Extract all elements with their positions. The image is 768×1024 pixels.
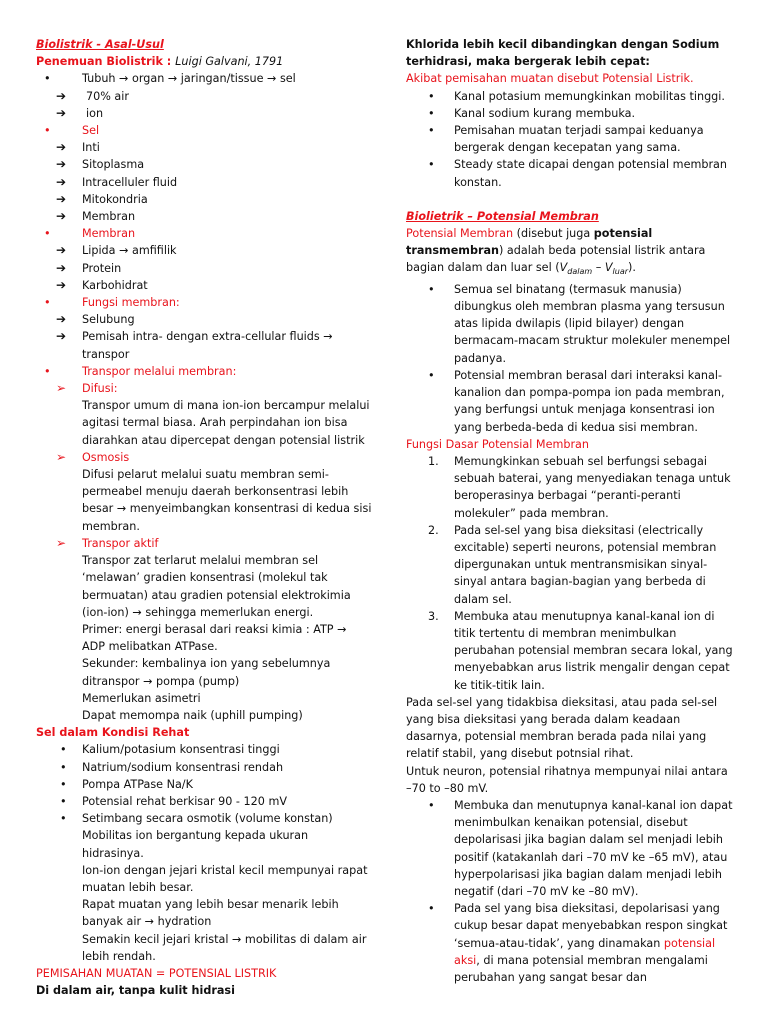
list-item: ➔ Mitokondria — [36, 191, 372, 208]
section-heading: • Fungsi membran: — [36, 294, 372, 311]
left-column — [36, 36, 372, 999]
arrow-icon: ➔ — [56, 191, 67, 206]
arrowhead-icon: ➢ — [56, 535, 67, 550]
list-item: ➔ Sitoplasma — [36, 156, 372, 173]
numbered-item: 3. Membuka atau menutupnya kanal-kanal ion di titik tertentu di membran menimbulkan perubahan potensial membran secara lokal, yang menyebabkan arus listrik mengalir dengan cepat ke titik-titik lain. — [428, 609, 733, 692]
arrowhead-icon: ➢ — [56, 449, 67, 464]
bullet-icon: • — [60, 794, 67, 808]
discovery-person: Luigi Galvani, 1791 — [175, 55, 284, 69]
intro-paragraph: Khlorida lebih kecil dibandingkan dengan Sodium terhidrasi, maka bergerak lebih cepat: — [406, 38, 720, 69]
bullet-icon: • — [428, 282, 435, 296]
paragraph: Di dalam air, tanpa kulit hidrasi — [36, 984, 235, 998]
bullet-icon: • — [60, 777, 67, 791]
numbered-item: 2. Pada sel-sel yang bisa dieksitasi (electrically excitable) seperti neurons, potensial membran dipergunakan untuk mentransmisikan sinyal-sinyal antara bagian-bagian yang berbeda di dalam sel. — [428, 523, 717, 606]
section-heading: PEMISAHAN MUATAN = POTENSIAL LISTRIK — [36, 966, 277, 980]
list-item: ➔ Lipida → amfifilik — [36, 242, 372, 259]
list-item: ➔ Intracelluler fluid — [36, 174, 372, 191]
list-item: ➔ ion — [36, 105, 372, 122]
bullet-icon: • — [428, 798, 435, 812]
arrow-icon: ➔ — [56, 105, 67, 120]
list-item: • Setimbang secara osmotik (volume konstan) — [36, 810, 372, 827]
list-item: ➔ Membran — [36, 208, 372, 225]
bullet-icon: • — [428, 158, 435, 172]
paragraph: Rapat muatan yang lebih besar menarik lebih banyak air → hydration — [82, 898, 339, 929]
discovery-line — [36, 53, 372, 70]
bullet-icon: • — [44, 124, 51, 138]
bullet-icon: • — [44, 72, 51, 86]
paragraph: Transpor umum di mana ion-ion bercampur melalui agitasi termal biasa. Arah perpindahan ion bisa diarahkan atau dipercepat dengan potensial listrik — [82, 399, 370, 447]
list-item: ➔ Selubung — [36, 311, 372, 328]
list-item: ➔ Karbohidrat — [36, 277, 372, 294]
list-item: ➔ Pemisah intra- dengan extra-cellular fluids → transpor — [56, 329, 333, 361]
discovery-label: Penemuan Biolistrik — [36, 55, 163, 69]
subsection-heading: ➢ Difusi: — [36, 380, 372, 397]
paragraph: Dapat memompa naik (uphill pumping) — [82, 708, 303, 722]
list-item: • Potensial rehat berkisar 90 - 120 mV — [36, 793, 372, 810]
paragraph: Semakin kecil jejari kristal → mobilitas di dalam air lebih rendah. — [82, 932, 367, 963]
section-heading: • Transpor melalui membran: — [36, 363, 372, 380]
list-item: • Kanal sodium kurang membuka. — [406, 105, 736, 122]
doc-title: Biolistrik - Asal-Usul — [36, 38, 164, 51]
bullet-icon: • — [44, 296, 51, 310]
bullet-icon: • — [60, 743, 67, 757]
section-heading: Fungsi Dasar Potensial Membran — [406, 437, 589, 451]
subsection-heading: ➢ Transpor aktif — [36, 535, 372, 552]
list-item: ➔ 70% air — [36, 88, 372, 105]
bullet-icon: • — [44, 227, 51, 241]
arrow-icon: ➔ — [56, 329, 67, 344]
arrow-icon: ➔ — [56, 140, 67, 155]
list-item: • Pada sel yang bisa dieksitasi, depolarisasi yang cukup besar dapat menyebabkan respon singkat ‘semua-atau-tidak’, yang dinamakan potensial aksi, di mana potensial membran mengalami perubahan yang sangat besar dan — [428, 902, 728, 984]
akibat-heading: Akibat pemisahan muatan disebut Potensial Listrik. — [406, 72, 694, 86]
paragraph: Untuk neuron, potensial rihatnya mempunyai nilai antara –70 to –80 mV. — [406, 764, 728, 795]
arrow-icon: ➔ — [56, 243, 67, 258]
paragraph: Pada sel-sel yang tidakbisa dieksitasi, atau pada sel-sel yang bisa dieksitasi yang berada dalam keadaan dasarnya, potensial membran berada pada nilai yang relatif stabil, yang disebut potnsial rihat. — [406, 695, 718, 761]
bullet-icon: • — [428, 124, 435, 138]
list-item: • Potensial membran berasal dari interaksi kanal-kanalion dan pompa-pompa ion pada membran, yang berfungsi untuk menjaga konsentrasi ion yang berbeda-beda di kedua sisi membran. — [428, 368, 725, 434]
paragraph: Ion-ion dengan jejari kristal kecil mempunyai rapat muatan lebih besar. — [82, 863, 368, 894]
paragraph: Transpor zat terlarut melalui membran sel ‘melawan’ gradien konsentrasi (molekul tak bermuatan) atau gradien potensial elektrokimia (ion-ion) → sehingga memerlukan energi. — [82, 554, 351, 619]
section-heading: • Membran — [36, 225, 372, 242]
arrow-icon: ➔ — [56, 277, 67, 292]
bullet-icon: • — [428, 106, 435, 120]
bullet-icon: • — [60, 812, 67, 826]
section-heading: • Sel — [36, 122, 372, 139]
arrow-icon: ➔ — [56, 209, 67, 224]
arrow-icon: ➔ — [56, 260, 67, 275]
bullet-icon: • — [44, 364, 51, 378]
right-column — [406, 36, 736, 986]
list-item: • Membuka dan menutupnya kanal-kanal ion dapat menimbulkan kenaikan potensial, disebut depolarisasi jika bagian dalam sel menjadi lebih positif (katakanlah dari –70 mV ke –65 mV), atau hyperpolarisasi jika bagian dalam menjadi lebih negatif (dari –70 mV ke –80 mV). — [428, 798, 733, 898]
paragraph: Memerlukan asimetri — [82, 691, 201, 705]
list-item: ➔ Inti — [36, 139, 372, 156]
list-item: ➔ Protein — [36, 260, 372, 277]
list-item: • Kalium/potasium konsentrasi tinggi — [36, 741, 372, 758]
list-item: • Tubuh → organ → jaringan/tissue → sel — [36, 70, 372, 87]
numbered-item: 1. Memungkinkan sebuah sel berfungsi sebagai sebuah baterai, yang menyediakan tenaga untuk beroperasinya berbagai “peranti-peranti molekuler” pada membran. — [428, 454, 731, 520]
paragraph: Sekunder: kembalinya ion yang sebelumnya ditranspor → pompa (pump) — [82, 657, 331, 688]
arrow-icon: ➔ — [56, 174, 67, 189]
list-item: • Natrium/sodium konsentrasi rendah — [36, 759, 372, 776]
section-title: Biolietrik – Potensial Membran — [406, 209, 599, 223]
list-item: • Pompa ATPase Na/K — [36, 776, 372, 793]
arrow-icon: ➔ — [56, 157, 67, 172]
paragraph: Difusi pelarut melalui suatu membran semi-permeabel menuju daerah berkonsentrasi lebih besar → menyeimbangkan konsentrasi di kedua sisi membran. — [82, 468, 372, 533]
bullet-icon: • — [60, 760, 67, 774]
discovery-sep: : — [162, 55, 176, 69]
list-item: • Pemisahan muatan terjadi sampai keduanya bergerak dengan kecepatan yang sama. — [428, 124, 704, 155]
section-heading: Sel dalam Kondisi Rehat — [36, 726, 190, 740]
list-item: • Steady state dicapai dengan potensial membran konstan. — [428, 158, 728, 189]
bullet-icon: • — [428, 89, 435, 103]
arrow-icon: ➔ — [56, 88, 67, 103]
paragraph: Mobilitas ion bergantung kepada ukuran hidrasinya. — [82, 829, 309, 860]
list-item: • Semua sel binatang (termasuk manusia) dibungkus oleh membran plasma yang tersusun atas lipida dwilapis (lipid bilayer) dengan bermacam-macam struktur molekuler menempel padanya. — [428, 282, 731, 365]
definition-paragraph: Potensial Membran (disebut juga potensial transmembran) adalah beda potensial listrik antara bagian dalam dan luar sel $(V_{dalam} - V_{luar})$. — [406, 227, 706, 277]
subsection-heading: ➢ Osmosis — [36, 449, 372, 466]
arrowhead-icon: ➢ — [56, 381, 67, 396]
list-item: • Kanal potasium memungkinkan mobilitas tinggi. — [406, 88, 736, 105]
bullet-icon: • — [428, 368, 435, 382]
arrow-icon: ➔ — [56, 312, 67, 327]
bullet-icon: • — [428, 902, 435, 916]
paragraph: Primer: energi berasal dari reaksi kimia : ATP → ADP melibatkan ATPase. — [82, 622, 347, 654]
